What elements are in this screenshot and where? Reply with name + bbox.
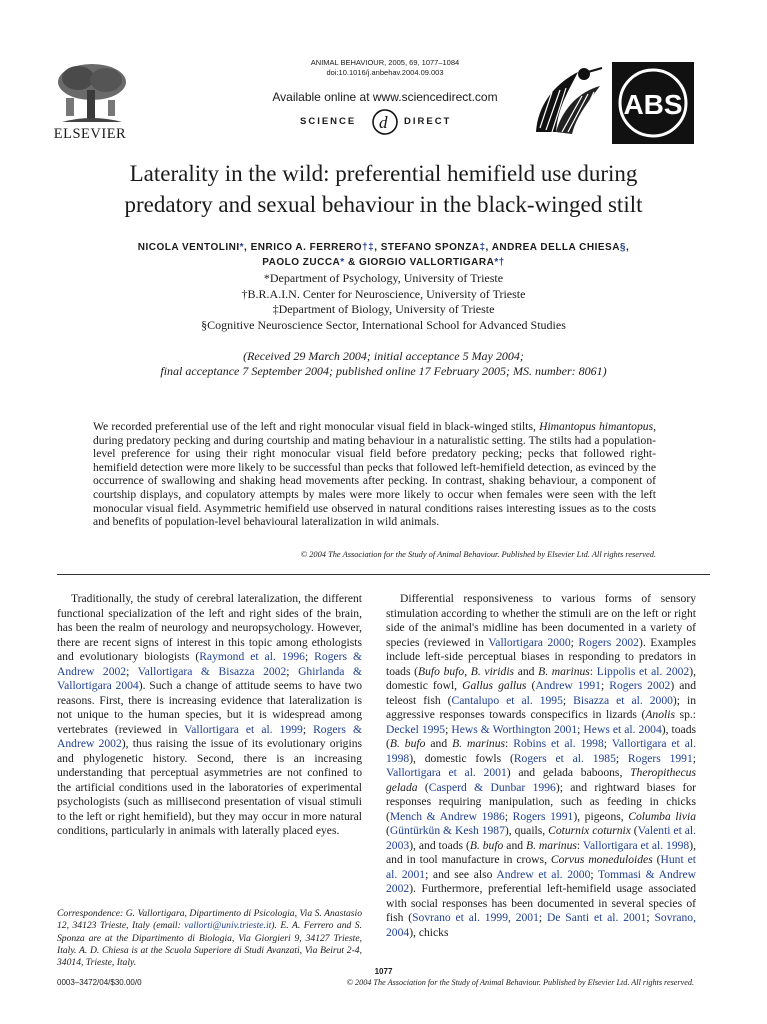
- abstract-text: We recorded preferential use of the left and right monocular visual field in black-winged stilts,: [93, 420, 540, 433]
- body-text: ;: [445, 722, 452, 736]
- citation-link[interactable]: Mench & Andrew 1986: [389, 809, 505, 823]
- body-text: ) and gelada baboons,: [506, 766, 631, 779]
- body-text: (: [630, 824, 638, 837]
- received-line-1: (Received 29 March 2004; initial acceptance 5 May 2004;: [243, 349, 524, 363]
- body-text: ;: [126, 664, 138, 678]
- citation-link[interactable]: Vallortigara et al. 2001: [386, 766, 507, 779]
- body-text: ). Furthermore, preferential left-hemifield usage associated with social responses has been documented in several species of fish (: [386, 882, 696, 924]
- body-text: ;: [692, 751, 696, 765]
- received-line-2: final acceptance 7 September 2004; published online 17 February 2005; MS. number: 8061): [160, 364, 607, 378]
- citation-link[interactable]: Andrew et al. 2000: [496, 867, 591, 881]
- journal-citation: [230, 58, 540, 78]
- body-text: :: [576, 838, 583, 852]
- page-number: 1077: [374, 967, 393, 976]
- available-online-link[interactable]: Available online at www.sciencedirect.com: [272, 90, 498, 104]
- body-text: ) and teleost fish (: [386, 679, 696, 707]
- citation-link[interactable]: Vallortigara 2000: [488, 635, 571, 649]
- email-link[interactable]: vallorti@univ.trieste.it: [184, 920, 272, 932]
- author-affil-mark[interactable]: *†: [494, 257, 505, 268]
- author-name: ENRICO A. FERRERO: [250, 242, 363, 253]
- body-text: ); and rightward biases for responses requiring manipulation, such as feeding in chicks (: [386, 780, 696, 823]
- citation-link[interactable]: Hews et al. 2004: [583, 722, 662, 736]
- body-text: ), pigeons,: [573, 809, 629, 823]
- abstract-copyright: © 2004 The Association for the Study of Animal Behaviour. Published by Elsevier Ltd. All rights reserved.: [300, 550, 656, 559]
- species-name: Corvus moneduloides: [550, 853, 653, 866]
- body-text: Differential responsiveness to various forms of sensory stimulation according to whether the stimuli are on the left or right side of the animal's midline has been documented in a variety of species (reviewed in: [386, 592, 696, 649]
- body-text: ), chicks: [409, 925, 449, 939]
- citation-link[interactable]: Vallortigara et al. 1998: [582, 838, 690, 852]
- species-name: Columba livia: [628, 809, 696, 823]
- citation-link[interactable]: Rogers 1991: [512, 809, 574, 823]
- body-text: ), and in tool manufacture in crows,: [386, 838, 696, 866]
- author-name: ANDREA DELLA CHIESA: [491, 242, 620, 253]
- body-text: ;: [562, 693, 574, 707]
- citation-link[interactable]: Casperd & Dunbar 1996: [428, 780, 556, 794]
- citation-link[interactable]: Robins et al. 1998: [513, 737, 604, 750]
- body-text: and: [503, 838, 526, 852]
- svg-text:d: d: [379, 113, 388, 132]
- body-text: :: [589, 664, 597, 678]
- citation-link[interactable]: Ghirlanda & Vallortigara 2004: [57, 664, 362, 692]
- citation-link[interactable]: Rogers et al. 1985: [513, 751, 616, 765]
- abstract: [93, 420, 656, 529]
- body-text: ). Examples include left-side perceptual biases in responding to predators in toads (: [386, 635, 696, 678]
- body-text: and: [425, 737, 453, 750]
- body-paragraph: [386, 592, 696, 940]
- footer-copyright: © 2004 The Association for the Study of Animal Behaviour. Published by Elsevier Ltd. All rights reserved.: [346, 978, 694, 987]
- body-text: (: [417, 780, 429, 794]
- citation-link[interactable]: Sovrano, 2004: [386, 911, 696, 939]
- affiliation: §Cognitive Neuroscience Sector, International School for Advanced Studies: [201, 317, 566, 332]
- species-name: Coturnix coturnix: [548, 824, 631, 837]
- author-affil-mark[interactable]: †‡: [362, 242, 375, 253]
- citation-link[interactable]: Sovrano et al. 1999, 2001: [412, 911, 539, 924]
- species-name: B. marinus: [452, 737, 506, 750]
- author-affil-mark[interactable]: *: [239, 242, 245, 253]
- body-text: and: [514, 664, 539, 678]
- species-name: Gallus gallus: [462, 679, 527, 692]
- citation-link[interactable]: Andrew 1991: [535, 679, 601, 692]
- species-name: B. marinus: [525, 838, 577, 852]
- section-divider: [57, 574, 710, 575]
- author-affil-mark[interactable]: §: [619, 242, 626, 253]
- citation-link[interactable]: Cantalupo et al. 1995: [451, 693, 563, 707]
- body-text: ; and see also: [425, 867, 497, 881]
- body-text: ;: [590, 867, 599, 881]
- body-text: (: [652, 853, 661, 866]
- sciencedirect-logo[interactable]: [290, 108, 480, 136]
- author-name: PAOLO ZUCCA: [262, 257, 341, 268]
- citation-link[interactable]: Vallortigara et al. 1999: [184, 722, 303, 736]
- author-affil-mark[interactable]: *: [340, 257, 345, 268]
- species-name: Bufo bufo, B. viridis: [418, 664, 515, 678]
- body-text: ); in aggressive responses towards conspecifics in lizards (: [386, 693, 697, 721]
- species-name: B. marinus: [538, 664, 590, 678]
- citation-link[interactable]: Valenti et al. 2003: [386, 824, 696, 852]
- body-text: ;: [504, 809, 513, 823]
- citation-link[interactable]: Raymond et al. 1996: [199, 650, 305, 663]
- citation-link[interactable]: Güntürkün & Kesh 1987: [389, 824, 505, 837]
- body-text: ), thus raising the issue of its evolutionary origins and phylogenetic history. Second, there is an increasing understanding that perceptual asymmetries are not confined to the artificial conditions used in the laboratories of experimental psychologists (such as millisecond presentation of visual stimuli to the left or right hemifield), but they may occur in more natural conditions, particularly in animals with laterally placed eyes.: [57, 737, 362, 837]
- citation-link[interactable]: Rogers & Andrew 2002: [57, 722, 362, 750]
- correspondence-note: [57, 908, 362, 969]
- species-name: B. bufo: [469, 838, 504, 852]
- issn-code: 0003–3472/04/$30.00/0: [57, 978, 142, 987]
- sd-right-text: DIRECT: [404, 116, 452, 127]
- author-list: NICOLA VENTOLINI*, ENRICO A. FERRERO†‡, STEFANO SPONZA‡, ANDREA DELLA CHIESA§, PAOLO ZUCCA* & GIORGIO VALLORTIGARA*†: [137, 242, 630, 268]
- article-title: [60, 158, 707, 220]
- author-name: GIORGIO VALLORTIGARA: [358, 257, 495, 268]
- journal-volume: ANIMAL BEHAVIOUR, 2005, 69, 1077–1084: [310, 58, 460, 67]
- body-text: ;: [615, 751, 628, 765]
- citation-link[interactable]: Hews & Worthington 2001: [451, 722, 578, 736]
- doi[interactable]: doi:10.1016/j.anbehav.2004.09.003: [326, 68, 444, 77]
- affiliations: [60, 271, 707, 333]
- species-name: Himantopus himantopus: [539, 420, 654, 433]
- correspondence-text: Correspondence: G. Vallortigara, Dipartimento di Psicologia, Via S. Anastasio 12, 34123 Trieste, Italy (email:: [57, 908, 362, 932]
- body-text: ), domestic fowl,: [386, 664, 696, 692]
- abs-logo-text: ABS: [623, 89, 683, 120]
- publisher-name: ELSEVIER: [53, 126, 127, 142]
- affiliation: *Department of Psychology, University of Trieste: [263, 271, 504, 285]
- body-text: ;: [603, 737, 612, 750]
- citation-link[interactable]: Tommasi & Andrew 2002: [386, 867, 696, 895]
- species-name: B. bufo: [389, 737, 426, 750]
- body-text: ;: [538, 911, 547, 924]
- body-text: ;: [286, 664, 299, 678]
- citation-link[interactable]: Rogers & Andrew 2002: [57, 650, 362, 678]
- body-text: ), and toads (: [409, 838, 470, 852]
- citation-link[interactable]: Rogers 1991: [627, 751, 693, 765]
- affiliation: †B.R.A.I.N. Center for Neuroscience, University of Trieste: [241, 286, 526, 301]
- body-paragraph: [57, 592, 362, 839]
- correspondence-text: ). E. A. Ferrero and S. Sponza are at the Dipartimento di Biologia, Via Giorgieri 9, 34127 Trieste, Italy. A. D. Chiesa is at the Scuola Superiore di Studi Avanzati, Via Beirut 2-4, 34014, Trieste, Italy.: [57, 920, 362, 969]
- author-name: STEFANO SPONZA: [380, 242, 480, 253]
- citation-link[interactable]: Vallortigara & Bisazza 2002: [137, 664, 287, 678]
- citation-link[interactable]: De Santi et al. 2001: [546, 911, 647, 924]
- citation-link[interactable]: Deckel 1995: [386, 722, 446, 736]
- citation-link[interactable]: Hunt et al. 2001: [386, 853, 696, 881]
- body-text: ), quails,: [504, 824, 549, 837]
- body-text: sp.:: [674, 708, 697, 721]
- species-name: Theropithecus gelada: [386, 766, 696, 794]
- received-dates: [60, 349, 707, 379]
- affiliation: ‡Department of Biology, University of Trieste: [272, 302, 495, 316]
- abs-society-logo: [612, 62, 694, 144]
- body-text: ;: [304, 650, 315, 663]
- body-text: ;: [600, 679, 610, 692]
- body-text: Traditionally, the study of cerebral lateralization, the different functional specialization of the left and right sides of the brain, has been the realm of neurology and neuropsychology. However, there are recent signs of interest in this topic among ethologists and evolutionary biologists (: [57, 592, 362, 663]
- citation-link[interactable]: Lippolis et al. 2002: [596, 664, 690, 678]
- bird-emblem-icon: [528, 62, 606, 140]
- citation-link[interactable]: Rogers 2002: [578, 635, 639, 649]
- title-line-2: predatory and sexual behaviour in the black-winged stilt: [124, 192, 643, 217]
- left-column: [57, 592, 362, 839]
- body-text: ;: [577, 722, 584, 736]
- body-text: ;: [646, 911, 655, 924]
- citation-link[interactable]: Vallortigara et al. 1998: [386, 737, 696, 765]
- author-affil-mark[interactable]: ‡: [479, 242, 486, 253]
- body-text: ), toads (: [386, 722, 697, 750]
- body-text: ), domestic fowls (: [409, 751, 514, 765]
- sd-left-text: SCIENCE: [300, 116, 357, 127]
- citation-link[interactable]: Rogers 2002: [609, 679, 671, 692]
- abstract-text: , during predatory pecking and during courtship and mating behaviour in a naturalistic setting. The stilts had a population-level preference for using their right monocular visual field before predatory pecking; pecks that followed right-hemifield detection were more likely to be successful than pecks that followed left-hemifield detection, as evinced by the occurrence of swallowing and shaking head movements after pecking. In contrast, shaking behaviour, a component of courtship displays, and copulatory attempts by males were more likely to occur when females were seen with the left monocular visual field. Asymmetric hemifield use observed in natural conditions raises interesting issues as to the costs and benefits of population-level behavioural lateralization in wild animals.: [93, 420, 656, 529]
- citation-link[interactable]: Bisazza et al. 2000: [573, 693, 673, 707]
- right-column: [386, 592, 696, 940]
- sd-at-icon: [370, 108, 400, 136]
- body-text: (: [526, 679, 536, 692]
- species-name: Anolis: [645, 708, 675, 721]
- title-line-1: Laterality in the wild: preferential hemifield use during: [129, 161, 638, 186]
- body-text: ;: [302, 722, 314, 736]
- body-text: ;: [570, 635, 579, 649]
- body-text: :: [505, 737, 514, 750]
- body-text: (: [386, 824, 390, 837]
- body-text: ). Such a change of attitude seems to have two reasons. First, there is increasing evidence that lateralization is not unique to the human species, but it is widespread among vertebrates (reviewed in: [57, 679, 363, 736]
- author-name: NICOLA VENTOLINI: [137, 242, 240, 253]
